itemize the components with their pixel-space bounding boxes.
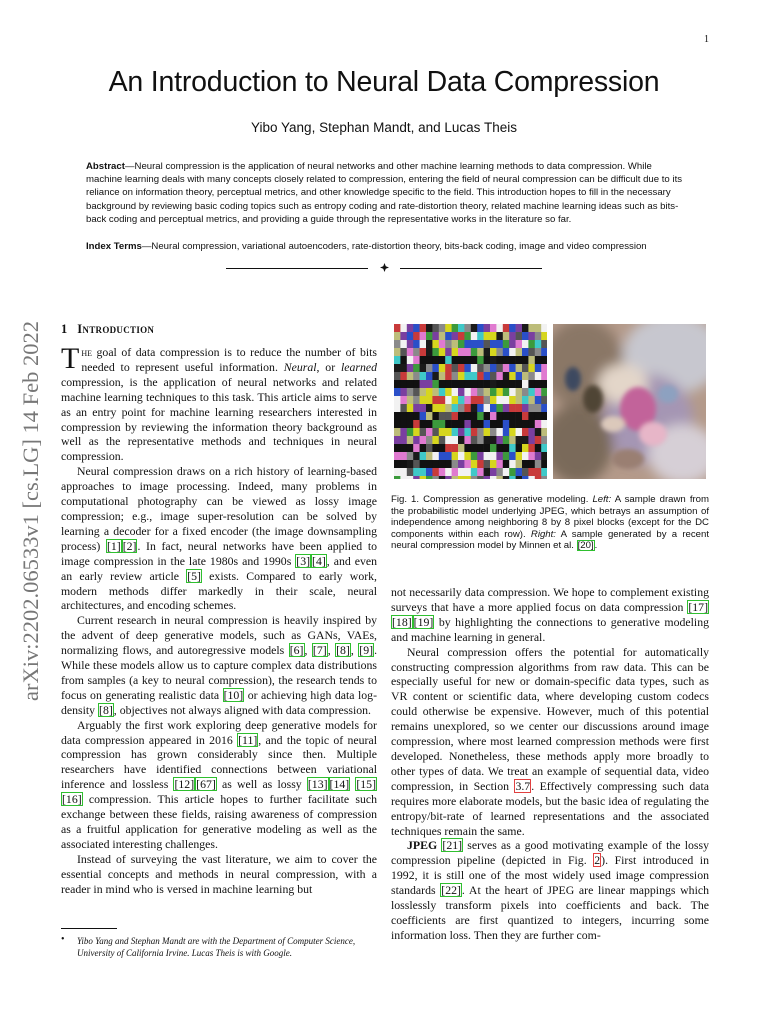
footnote bbox=[61, 935, 377, 959]
citation-link[interactable]: [5] bbox=[187, 568, 201, 583]
abstract bbox=[86, 160, 686, 226]
paragraph bbox=[391, 585, 709, 645]
citation-link[interactable]: [67] bbox=[196, 777, 216, 792]
citation-link[interactable]: [19] bbox=[413, 614, 434, 629]
citation-link[interactable]: [12] bbox=[174, 777, 195, 792]
text-span: , bbox=[327, 643, 336, 658]
citation-link[interactable]: [1] bbox=[106, 538, 121, 553]
paragraph bbox=[391, 645, 709, 839]
text-span: serves as a good motivating example of the lossy compression pipeline (depicted in Fig. bbox=[391, 838, 709, 868]
citation-link[interactable]: [11] bbox=[238, 732, 258, 747]
paragraph bbox=[61, 342, 377, 464]
citation-link[interactable]: [15] bbox=[356, 777, 377, 792]
citation-link[interactable]: [22] bbox=[441, 883, 461, 898]
citation-link[interactable]: [20] bbox=[577, 540, 594, 552]
text-span: , or bbox=[316, 359, 341, 374]
citation-link[interactable]: [6] bbox=[289, 643, 304, 658]
citation-link[interactable]: [10] bbox=[223, 687, 244, 702]
diamond-icon bbox=[380, 263, 389, 272]
text-span: Current research in neural compression is heavily inspired by the advent of deep generative models, such as GANs, VAEs, normalizing flows, and autoregressive models bbox=[61, 613, 377, 658]
text-span: , and the topic of neural compression has grown considerably since then. Multiple researchers have identified connections between variational inference and lossless bbox=[61, 732, 377, 792]
citation-link[interactable]: [8] bbox=[336, 643, 350, 658]
text-span: or achieving high data log-density bbox=[61, 687, 377, 717]
text-span: not necessarily data compression. We hope to complement existing surveys that have a more applied focus on data compression bbox=[391, 585, 709, 614]
paper-authors: Yibo Yang, Stephan Mandt, and Lucas Theis bbox=[251, 120, 517, 135]
caption-right-label: Right: bbox=[530, 528, 556, 540]
divider-line-left bbox=[226, 268, 368, 269]
text-span: as well as lossy bbox=[216, 777, 307, 792]
dropcap: T bbox=[61, 342, 80, 375]
section-number: 1 bbox=[61, 322, 68, 336]
text-span: . At the heart of JPEG are linear mappings which losslessly transform pixels into coefficients and back. The coefficients are first quantized to integers, incurring some information loss. Then they are further com- bbox=[391, 883, 709, 942]
citation-link[interactable]: [3] bbox=[296, 553, 311, 568]
emphasis: learned bbox=[340, 359, 377, 374]
abstract-text: —Neural compression is the application of neural networks and other machine learning methods to data compression. While machine learning deals with many concepts closely related to compression, entering the field of neural compression can be difficult due to its reliance on information theory, perceptual metrics, and other knowledge specific to the field. This introduction hopes to fill in the necessary background by reviewing basic coding topics such as entropy coding and rate-distortion theory, related machine learning ideas such as bits-back coding and perceptual metrics, and providing a guide through the representative works in the literature so far. bbox=[86, 161, 683, 225]
caption-left-label: Left: bbox=[592, 494, 612, 505]
citation-link[interactable]: [8] bbox=[99, 702, 113, 717]
citation-link[interactable]: [17] bbox=[688, 599, 708, 614]
footnote-rule bbox=[61, 928, 117, 929]
right-column bbox=[391, 585, 709, 943]
figure-link[interactable]: 2 bbox=[594, 853, 601, 868]
paragraph bbox=[391, 838, 709, 942]
left-column bbox=[61, 342, 378, 897]
citation-link[interactable]: [2] bbox=[122, 538, 137, 553]
arxiv-stamp bbox=[18, 272, 52, 727]
text-span: Neural compression offers the potential for automatically constructing compression algorithms from raw data. This can be especially useful for new or domain-specific data types, such as VR content or scientific data, where developing custom codecs could otherwise be expensive. However, much of this potential remains unexplored, so we center our discussions around image compression, where most learned compression methods were first developed. Nonetheless, these methods apply more broadly to other types of data. We treat an example of sequential data, video compression, in Section bbox=[391, 644, 709, 793]
section-divider bbox=[226, 262, 542, 276]
smallcaps-lead: he bbox=[81, 345, 92, 359]
citation-link[interactable]: [21] bbox=[442, 838, 463, 853]
footnote-text: Yibo Yang and Stephan Mandt are with the Department of Computer Science, University of California Irvine. Lucas Theis is with Google. bbox=[77, 936, 356, 958]
text-span: Neural compression draws on a rich history of learning-based approaches to image processing. Indeed, many problems in computational photography can be viewed as lossy image compression; e.g., image super-resolution can be solved by learning a decoder for a fixed encoder (the image downsampling process) bbox=[61, 464, 377, 553]
citation-link[interactable]: [9] bbox=[359, 643, 374, 658]
caption-text: . bbox=[594, 540, 598, 552]
page-number: 1 bbox=[704, 34, 709, 45]
text-span: exists. Compared to early work, modern methods differ markedly in their scale, neural architectures, and encoding schemes. bbox=[61, 568, 377, 613]
caption-text: A sample drawn from the probabilistic model underlying JPEG, which betrays an assumption of independence among neighboring 8 by 8 pixel blocks (except for the DC components within each row). bbox=[391, 494, 710, 540]
text-span: . In fact, neural networks have been applied to image compression in the late 1980s and 1990s bbox=[61, 538, 377, 568]
citation-link[interactable]: [13] bbox=[307, 777, 328, 792]
text-span: compression. This article hopes to further facilitate such exchange between these fields, raising awareness of compression as a fruitful application for generative modeling as well as the associated interesting challenges. bbox=[61, 792, 377, 851]
paragraph bbox=[61, 852, 377, 897]
text-span: ). First introduced in 1992, it is still one of the most widely used image compression standards bbox=[391, 853, 709, 898]
citation-link[interactable]: [14] bbox=[329, 777, 350, 792]
text-span: , bbox=[304, 643, 312, 658]
bold-term: JPEG bbox=[407, 838, 438, 853]
citation-link[interactable]: [7] bbox=[312, 643, 327, 658]
text-span: , bbox=[350, 643, 359, 658]
index-terms-text: —Neural compression, variational autoencoders, rate-distortion theory, bits-back coding, image and video compression bbox=[141, 241, 647, 252]
neural-sample-image bbox=[553, 324, 706, 479]
text-span: . Effectively compressing such data requires more elaborate models, but the basic idea of regulating the entropy/bit-rate of learned representations and the associated techniques remain the same. bbox=[391, 778, 709, 838]
caption-text: A sample generated by a recent neural compression model by Minnen et al. bbox=[391, 528, 710, 552]
index-terms-label: Index Terms bbox=[86, 241, 142, 252]
citation-link[interactable]: [18] bbox=[392, 614, 412, 629]
text-span: goal of data compression is to reduce the number of bits needed to represent useful information. bbox=[81, 345, 377, 374]
abstract-label: Abstract bbox=[86, 161, 125, 172]
citation-link[interactable]: [4] bbox=[312, 553, 326, 568]
index-terms bbox=[86, 240, 686, 253]
caption-label: Fig. 1. Compression as generative modeling. bbox=[391, 494, 589, 505]
text-span: , and even an early review article bbox=[61, 553, 377, 583]
text-span: compression, is the application of neural networks and related machine learning techniques to this task. This article aims to serve as an entry point for machine learning researchers interested in compression by reviewing the information theory background as well as the representative methods and techniques in neural compression. bbox=[61, 374, 377, 464]
paragraph bbox=[61, 718, 377, 852]
divider-line-right bbox=[400, 268, 542, 269]
arxiv-stamp-text: arXiv:2202.06533v1 [cs.LG] 14 Feb 2022 bbox=[18, 321, 43, 701]
paragraph bbox=[61, 464, 377, 613]
citation-link[interactable]: [16] bbox=[62, 792, 82, 807]
text-span: . While these models allow us to capture complex data distributions from samples (a key to neural compression), the research tends to focus on generating realistic data bbox=[61, 643, 378, 702]
text-span: , objectives not always aligned with data compression. bbox=[113, 702, 371, 717]
figure-caption bbox=[391, 494, 709, 552]
paper-title: An Introduction to Neural Data Compression bbox=[108, 66, 660, 98]
text-span: Instead of surveying the vast literature, we aim to cover the essential concepts and methods in neural compression, with a reader in mind who is versed in machine learning but bbox=[61, 851, 377, 896]
jpeg-sample-image bbox=[394, 324, 547, 479]
paragraph bbox=[61, 613, 377, 717]
section-link[interactable]: 3.7 bbox=[515, 778, 531, 793]
section-title: Introduction bbox=[77, 322, 155, 336]
text-span: Arguably the first work exploring deep generative models for data compression appeared in 2016 bbox=[61, 717, 377, 747]
section-heading bbox=[61, 322, 154, 337]
text-span: by highlighting the connections to generative modeling and machine learning in general. bbox=[391, 614, 709, 644]
footnote-bullet: • bbox=[61, 934, 65, 945]
emphasis: Neural bbox=[283, 359, 317, 374]
